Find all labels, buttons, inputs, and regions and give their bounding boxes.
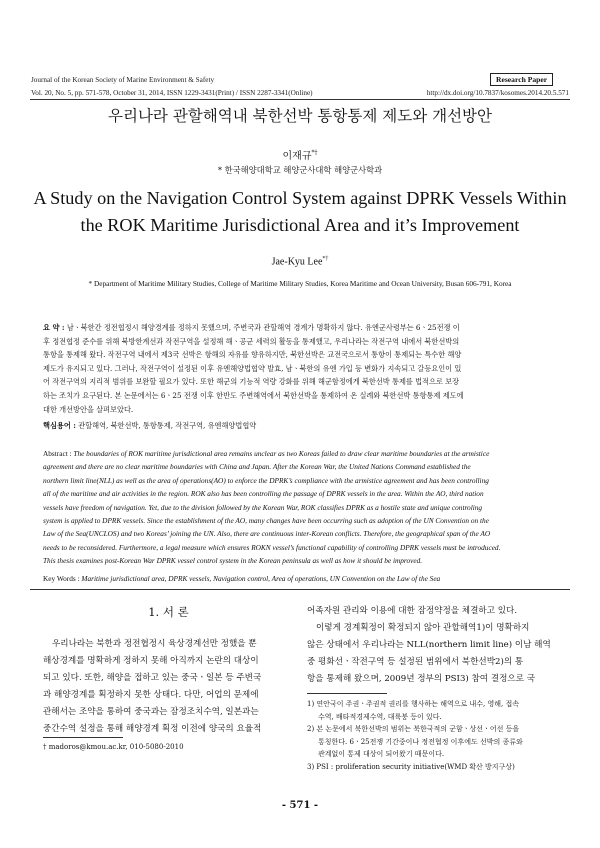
body-line: 과 해양경계를 획정하지 못한 상태다. 다만, 어업의 문제에: [43, 689, 259, 700]
footnote-line: 3) PSI : proliferation security initiative(WMD 확산 방지구상): [307, 762, 515, 771]
korean-keywords: [43, 419, 256, 433]
korean-abstract-line: 남ㆍ북한간 정전협정시 해양경계를 정하지 못했으며, 주변국과 관할해역 경계가 명확하지 않다. 유엔군사령부는 6ㆍ25전쟁 이: [66, 323, 460, 332]
english-abstract-line: system is applied to DPRK vessels. Since the establishment of the AO, many changes have been occurring such as adoption of the UN Convention on the: [43, 516, 489, 526]
english-title-line2: the ROK Maritime Jurisdictional Area and it’s Improvement: [80, 215, 520, 235]
body-line: 관해서는 조약을 통하여 중국과는 잠정조치수역, 일본과는: [43, 706, 259, 717]
footnote-line: 통칭한다. 6ㆍ25전쟁 기간중이나 정전협정 이후에도 선박의 종류와: [318, 737, 523, 746]
english-author-mark: *†: [322, 256, 329, 262]
korean-abstract: [43, 321, 557, 416]
english-abstract-line: northern limit line(NLL) as well as the area of operations(AO) to enforce the DPRK’s compliance with the armistice agreement and has been controlling: [43, 475, 489, 485]
korean-abstract-line: 대한 개선방안을 살펴보았다.: [43, 404, 134, 414]
footnotes: [307, 698, 562, 773]
english-keywords-label: Key Words :: [43, 574, 80, 583]
body-line: 우리나라는 북한과 정전협정시 육상경계선만 정했을 뿐: [52, 639, 257, 649]
korean-abstract-line: 통항을 통제해 왔다. 작전구역 내에서 제3국 선박은 항해의 자유를 향유하지만, 북한선박은 교전국으로서 통항이 통제되는 특수한 해양: [43, 350, 462, 360]
korean-abstract-line: 어 작전구역의 지리적 범위를 보완할 필요가 있다. 또한 해군의 기능적 역량 강화를 위해 해군함정에게 북한선박 통제를 법적으로 보장: [43, 377, 460, 387]
page-number: - 571 -: [281, 800, 319, 811]
english-abstract: [43, 447, 557, 568]
body-line: 어족자원 관리와 이용에 대한 잠정약정을 체결하고 있다.: [307, 606, 518, 616]
research-paper-badge: Research Paper: [490, 73, 553, 86]
english-keywords-text: Maritime jurisdictional area, DPRK vessels, Navigation control, Area of operations, UN Convention on the Law of the Sea: [81, 574, 441, 583]
english-author-name: Jae-Kyu Lee: [271, 256, 323, 268]
header-divider: [30, 99, 570, 100]
body-line: 항을 통제해 왔으며, 2009년 정부의 PSI3) 참여 결정으로 국: [307, 673, 536, 684]
left-column-text: [43, 636, 294, 737]
footnote-rule: [307, 693, 387, 694]
journal-name: Journal of the Korean Society of Marine Environment & Safety: [31, 76, 215, 84]
section-heading: 1. 서 론: [148, 605, 189, 619]
abstract-divider: [30, 589, 570, 590]
body-line: 되고 있다. 또한, 해양을 접하고 있는 중국ㆍ일본 등 주변국: [43, 672, 262, 683]
footnote-line: 수역, 배타적경제수역, 대륙붕 등이 있다.: [318, 712, 442, 721]
english-abstract-line: vessels have freedom of navigation. Yet, due to the division followed by the Korean War, ROK classifies DPRK as a hostile state and unique controling: [43, 502, 483, 512]
corresponding-rule: [43, 737, 123, 738]
korean-abstract-line: 제도가 유지되고 있다. 그러나, 작전구역이 설정된 이후 유엔해양법협약 발효, 남ㆍ북한의 유엔 가입 등 변화가 지속되고 갈등요인이 있: [43, 363, 462, 373]
footnote-line: 관계없이 통제 대상이 되어왔기 때문이다.: [318, 750, 445, 758]
korean-author: [0, 147, 600, 162]
english-title-line1: A Study on the Navigation Control System against DPRK Vessels Within: [33, 188, 567, 208]
english-abstract-line: agreement and there are no clear maritime boundaries with China and Japan. After the Korean War, the United Nations Command established the: [43, 462, 471, 472]
body-line: 중간수역 설정을 통해 해양경계 획정 이전에 양국의 요율적: [43, 723, 262, 734]
right-column-text: [307, 603, 559, 688]
english-abstract-line: all of the maritime and air activities in the region. ROK also has been controlling the passage of DPRK vessels in the area. Within the AO, third nation: [43, 489, 484, 499]
english-affiliation: * Department of Maritime Military Studies, College of Maritime Military Studies, Korea Maritime and Ocean University, Busan 606-791, Korea: [88, 279, 512, 288]
body-line: 이렇게 경계획정이 확정되지 않아 관할해역1)이 명확하지: [316, 622, 530, 633]
english-abstract-line: Law of the Sea(UNCLOS) and two Koreas’ joining the UN. Also, there are continuous inter-Korean conflicts. Therefore, the geographical span of the AO: [43, 529, 491, 539]
korean-abstract-line: 하는 조치가 요구된다. 본 논문에서는 6ㆍ25 전쟁 이후 한반도 주변해역에서 북한선박을 통제하여 온 실례와 북한선박 통항통제 제도에: [43, 390, 464, 400]
english-abstract-line: needs to be reconsidered. Furthermore, a legal measure which ensures ROKN vessel’s functional capability of controlling DPRK vessels must be introduced.: [43, 542, 501, 552]
korean-affiliation: * 한국해양대학교 해양군사대학 해양군사학과: [217, 165, 383, 175]
body-line: 않은 상태에서 우리나라는 NLL(northern limit line) 이남 해역: [307, 639, 551, 650]
english-keywords: [43, 574, 440, 583]
korean-abstract-line: 후 정전협정 준수를 위해 북방한계선과 작전구역을 설정해 해ㆍ공군 세력의 활동을 통제했고, 우리나라는 작전구역 내에서 북한선박의: [43, 336, 460, 346]
footnote-line: 2) 본 논문에서 북한선박의 범위는 북한국적의 군함ㆍ상선ㆍ어선 등을: [307, 725, 520, 733]
footnote-line: 1) 연안국이 주권ㆍ주권적 권리를 행사하는 해역으로 내수, 영해, 접속: [307, 700, 520, 708]
korean-author-name: 이재규: [282, 151, 312, 162]
author-mark: *†: [311, 149, 318, 157]
korean-keywords-text: 관할해역, 북한선박, 통항통제, 작전구역, 유엔해양법협약: [78, 421, 257, 430]
english-abstract-line: The boundaries of ROK maritime jurisdictional area remains unclear as two Koreas failed to draw clear maritime boundaries at the armistice: [73, 449, 490, 458]
doi-link[interactable]: http://dx.doi.org/10.7837/kosomes.2014.20.5.571: [426, 89, 569, 97]
volume-line: Vol. 20, No. 5, pp. 571-578, October 31, 2014, ISSN 1229-3431(Print) / ISSN 2287-3341(Online): [31, 89, 313, 97]
english-abstract-line: This thesis examines post-Korean War DPRK vessel control system in the Korean peninsula as well as how it should be improved.: [43, 556, 423, 566]
body-line: 중 평화선ㆍ작전구역 등 설정된 범위에서 북한선박2)의 통: [307, 656, 524, 667]
corresponding-note: † madoros@kmou.ac.kr, 010-5080-2010: [43, 743, 184, 751]
korean-keywords-label: 핵심용어 :: [43, 421, 76, 430]
korean-abstract-label: 요 약 :: [43, 323, 65, 332]
body-line: 해상경계를 명확하게 정하지 못해 아직까지 논란의 대상이: [43, 655, 259, 666]
english-author: [0, 256, 600, 267]
english-abstract-label: Abstract :: [43, 449, 72, 458]
korean-title: 우리나라 관할해역내 북한선박 통항통제 제도와 개선방안: [108, 107, 492, 125]
